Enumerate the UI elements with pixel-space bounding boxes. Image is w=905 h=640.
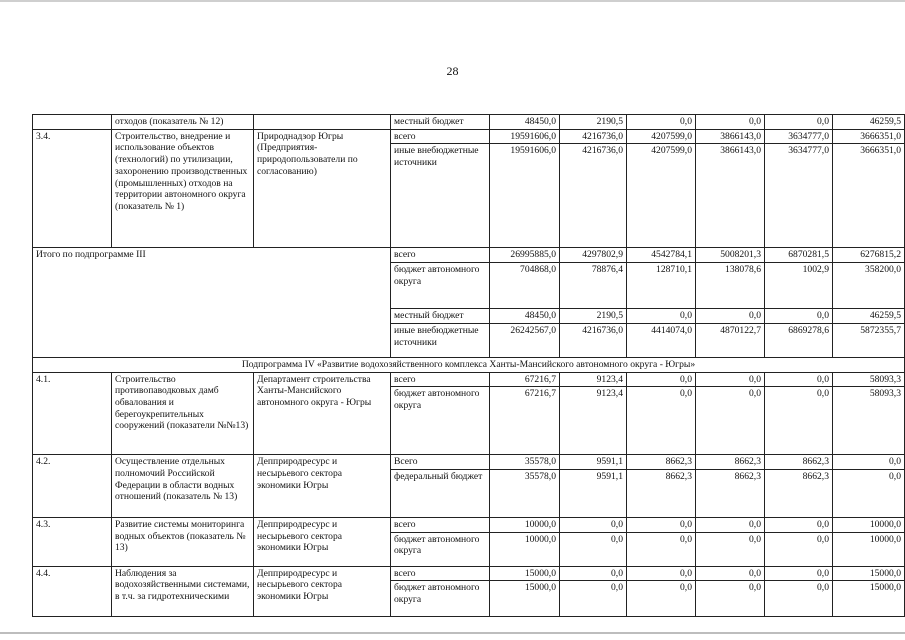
- amount-cell: 10000,0: [490, 517, 560, 532]
- amount-cell: 3634777,0: [765, 129, 833, 144]
- funding-source: местный бюджет: [391, 115, 490, 130]
- amount-cell: 0,0: [833, 455, 905, 470]
- funding-source: всего: [391, 129, 490, 144]
- amount-cell: 0,0: [765, 517, 833, 532]
- table-row: [33, 455, 905, 470]
- responsible-executor: Депприродресурс и несырьевого сектора экономики Югры: [254, 517, 391, 566]
- table-row: [33, 517, 905, 532]
- item-name: Строительство, внедрение и использование объектов (технологий) по утилизации, захоронению производственных (промышленных) отходов на территории автономного округа (показатель № 1): [112, 129, 254, 248]
- amount-cell: 67216,7: [490, 372, 560, 387]
- item-number: [33, 115, 112, 130]
- amount-cell: 0,0: [627, 581, 696, 617]
- amount-cell: 58093,3: [833, 387, 905, 455]
- amount-cell: 8662,3: [627, 455, 696, 470]
- amount-cell: 15000,0: [490, 566, 560, 581]
- amount-cell: 0,0: [560, 532, 627, 566]
- item-number: 4.3.: [33, 517, 112, 566]
- amount-cell: 0,0: [696, 115, 765, 130]
- amount-cell: 10000,0: [833, 532, 905, 566]
- responsible-executor: Депприродресурс и несырьевого сектора экономики Югры: [254, 455, 391, 518]
- amount-cell: 0,0: [696, 532, 765, 566]
- amount-cell: 2190,5: [560, 309, 627, 324]
- amount-cell: 0,0: [765, 566, 833, 581]
- funding-source: всего: [391, 517, 490, 532]
- budget-table: [32, 114, 905, 617]
- amount-cell: 6869278,6: [765, 323, 833, 357]
- amount-cell: 0,0: [627, 532, 696, 566]
- amount-cell: 8662,3: [627, 469, 696, 517]
- amount-cell: 4216736,0: [560, 129, 627, 144]
- page-number: 28: [446, 64, 459, 78]
- item-name: Развитие системы мониторинга водных объектов (показатель № 13): [112, 517, 254, 566]
- amount-cell: 6276815,2: [833, 248, 905, 263]
- item-name: Осуществление отдельных полномочий Российской Федерации в области водных отношений (показатель № 13): [112, 455, 254, 518]
- amount-cell: 0,0: [765, 372, 833, 387]
- funding-source: всего: [391, 248, 490, 263]
- table-body: [33, 115, 905, 617]
- amount-cell: 5872355,7: [833, 323, 905, 357]
- amount-cell: 4870122,7: [696, 323, 765, 357]
- amount-cell: 0,0: [696, 581, 765, 617]
- amount-cell: 0,0: [696, 517, 765, 532]
- amount-cell: 8662,3: [765, 455, 833, 470]
- item-name: отходов (показатель № 12): [112, 115, 254, 130]
- funding-source: всего: [391, 566, 490, 581]
- table-row: [33, 129, 905, 144]
- amount-cell: 0,0: [627, 115, 696, 130]
- amount-cell: 0,0: [560, 581, 627, 617]
- funding-source: бюджет автономного округа: [391, 581, 490, 617]
- amount-cell: 0,0: [696, 566, 765, 581]
- item-number: 4.2.: [33, 455, 112, 518]
- amount-cell: 0,0: [627, 566, 696, 581]
- amount-cell: 4207599,0: [627, 129, 696, 144]
- amount-cell: 138078,6: [696, 263, 765, 309]
- responsible-executor: [254, 115, 391, 130]
- funding-source: бюджет автономного округа: [391, 532, 490, 566]
- item-number: 3.4.: [33, 129, 112, 248]
- amount-cell: 6870281,5: [765, 248, 833, 263]
- amount-cell: 3634777,0: [765, 144, 833, 248]
- funding-source: иные внебюджетные источники: [391, 323, 490, 357]
- amount-cell: 78876,4: [560, 263, 627, 309]
- amount-cell: 0,0: [560, 517, 627, 532]
- amount-cell: 1002,9: [765, 263, 833, 309]
- responsible-executor: Департамент строительства Ханты-Мансийского автономного округа - Югры: [254, 372, 391, 455]
- amount-cell: 9591,1: [560, 455, 627, 470]
- amount-cell: 46259,5: [833, 115, 905, 130]
- amount-cell: 26995885,0: [490, 248, 560, 263]
- amount-cell: 0,0: [627, 387, 696, 455]
- amount-cell: 0,0: [560, 566, 627, 581]
- amount-cell: 48450,0: [490, 115, 560, 130]
- item-name: Строительство противопаводковых дамб обвалования и берегоукрепительных сооружений (показатели №№13): [112, 372, 254, 455]
- amount-cell: 15000,0: [833, 581, 905, 617]
- amount-cell: 9123,4: [560, 372, 627, 387]
- amount-cell: 10000,0: [833, 517, 905, 532]
- amount-cell: 19591606,0: [490, 129, 560, 144]
- amount-cell: 19591606,0: [490, 144, 560, 248]
- subprogram-title: Подпрограмма IV «Развитие водохозяйственного комплекса Ханты-Мансийского автономного округа - Югры»: [33, 357, 905, 372]
- amount-cell: 4216736,0: [560, 323, 627, 357]
- amount-cell: 0,0: [696, 372, 765, 387]
- amount-cell: 3866143,0: [696, 144, 765, 248]
- amount-cell: 8662,3: [765, 469, 833, 517]
- amount-cell: 46259,5: [833, 309, 905, 324]
- amount-cell: 0,0: [765, 387, 833, 455]
- subprogram-total-label: Итого по подпрограмме III: [33, 248, 391, 357]
- responsible-executor: Природнадзор Югры (Предприятия-природопользователи по согласованию): [254, 129, 391, 248]
- amount-cell: 4542784,1: [627, 248, 696, 263]
- amount-cell: 9591,1: [560, 469, 627, 517]
- amount-cell: 4297802,9: [560, 248, 627, 263]
- amount-cell: 3666351,0: [833, 129, 905, 144]
- amount-cell: 0,0: [627, 309, 696, 324]
- amount-cell: 3666351,0: [833, 144, 905, 248]
- amount-cell: 8662,3: [696, 455, 765, 470]
- table-row: [33, 115, 905, 130]
- table-row: [33, 372, 905, 387]
- item-number: 4.4.: [33, 566, 112, 617]
- responsible-executor: Депприродресурс и несырьевого сектора экономики Югры: [254, 566, 391, 617]
- amount-cell: 0,0: [765, 532, 833, 566]
- amount-cell: 358200,0: [833, 263, 905, 309]
- amount-cell: 2190,5: [560, 115, 627, 130]
- amount-cell: 0,0: [765, 581, 833, 617]
- amount-cell: 4216736,0: [560, 144, 627, 248]
- funding-source: бюджет автономного округа: [391, 387, 490, 455]
- amount-cell: 5008201,3: [696, 248, 765, 263]
- funding-source: всего: [391, 372, 490, 387]
- amount-cell: 35578,0: [490, 455, 560, 470]
- amount-cell: 128710,1: [627, 263, 696, 309]
- amount-cell: 15000,0: [490, 581, 560, 617]
- amount-cell: 0,0: [627, 517, 696, 532]
- funding-source: бюджет автономного округа: [391, 263, 490, 309]
- amount-cell: 4207599,0: [627, 144, 696, 248]
- funding-source: федеральный бюджет: [391, 469, 490, 517]
- amount-cell: 10000,0: [490, 532, 560, 566]
- amount-cell: 4414074,0: [627, 323, 696, 357]
- funding-source: местный бюджет: [391, 309, 490, 324]
- amount-cell: 0,0: [627, 372, 696, 387]
- amount-cell: 0,0: [833, 469, 905, 517]
- funding-source: Всего: [391, 455, 490, 470]
- amount-cell: 15000,0: [833, 566, 905, 581]
- amount-cell: 67216,7: [490, 387, 560, 455]
- amount-cell: 0,0: [765, 309, 833, 324]
- scan-edge-bottom: [0, 632, 905, 634]
- amount-cell: 48450,0: [490, 309, 560, 324]
- amount-cell: 3866143,0: [696, 129, 765, 144]
- amount-cell: 8662,3: [696, 469, 765, 517]
- amount-cell: 0,0: [765, 115, 833, 130]
- amount-cell: 0,0: [696, 309, 765, 324]
- table-row: [33, 566, 905, 581]
- subprogram-header-row: [33, 357, 905, 372]
- amount-cell: 9123,4: [560, 387, 627, 455]
- amount-cell: 58093,3: [833, 372, 905, 387]
- item-number: 4.1.: [33, 372, 112, 455]
- scan-edge-top: [0, 0, 905, 2]
- amount-cell: 704868,0: [490, 263, 560, 309]
- funding-source: иные внебюджетные источники: [391, 144, 490, 248]
- amount-cell: 35578,0: [490, 469, 560, 517]
- table-row: [33, 248, 905, 263]
- item-name: Наблюдения за водохозяйственными системами, в т.ч. за гидротехническими: [112, 566, 254, 617]
- amount-cell: 26242567,0: [490, 323, 560, 357]
- amount-cell: 0,0: [696, 387, 765, 455]
